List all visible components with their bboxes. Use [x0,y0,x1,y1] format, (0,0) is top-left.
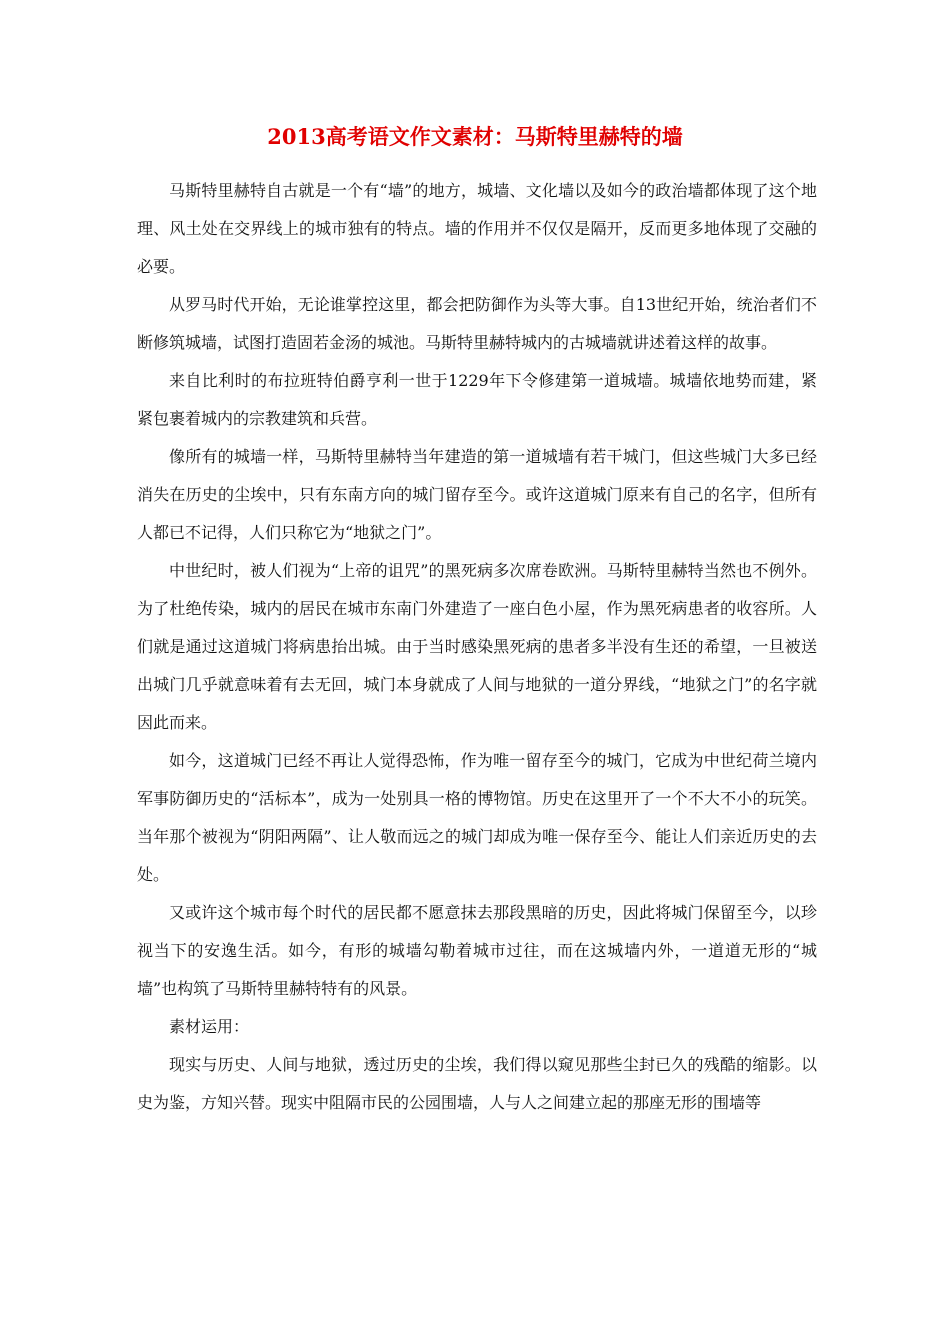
paragraph: 现实与历史、人间与地狱，透过历史的尘埃，我们得以窥见那些尘封已久的残酷的缩影。以史为鉴，方知兴替。现实中阻隔市民的公园围墙，人与人之间建立起的那座无形的围墙等 [137,1055,817,1112]
document-body [137,172,817,1122]
section-label: 素材运用： [169,1017,250,1036]
paragraph: 又或许这个城市每个时代的居民都不愿意抹去那段黑暗的历史，因此将城门保留至今，以珍视当下的安逸生活。如今，有形的城墙勾勒着城市过往，而在这城墙内外，一道道无形的“城墙”也构筑了马斯特里赫特特有的风景。 [137,903,817,998]
paragraph: 如今，这道城门已经不再让人觉得恐怖，作为唯一留存至今的城门，它成为中世纪荷兰境内军事防御历史的“活标本”，成为一处别具一格的博物馆。历史在这里开了一个不大不小的玩笑。当年那个被视为“阴阳两隔”、让人敬而远之的城门却成为唯一保存至今、能让人们亲近历史的去处。 [137,751,817,884]
paragraph: 中世纪时，被人们视为“上帝的诅咒”的黑死病多次席卷欧洲。马斯特里赫特当然也不例外。为了杜绝传染，城内的居民在城市东南门外建造了一座白色小屋，作为黑死病患者的收容所。人们就是通过这道城门将病患抬出城。由于当时感染黑死病的患者多半没有生还的希望，一旦被送出城门几乎就意味着有去无回，城门本身就成了人间与地狱的一道分界线，“地狱之门”的名字就因此而来。 [137,561,817,732]
paragraph: 从罗马时代开始，无论谁掌控这里，都会把防御作为头等大事。自13世纪开始，统治者们不断修筑城墙，试图打造固若金汤的城池。马斯特里赫特城内的古城墙就讲述着这样的故事。 [137,295,817,352]
paragraph: 马斯特里赫特自古就是一个有“墙”的地方，城墙、文化墙以及如今的政治墙都体现了这个地理、风土处在交界线上的城市独有的特点。墙的作用并不仅仅是隔开，反而更多地体现了交融的必要。 [137,181,817,276]
paragraph: 来自比利时的布拉班特伯爵亨利一世于1229年下令修建第一道城墙。城墙依地势而建，紧紧包裹着城内的宗教建筑和兵营。 [137,371,817,428]
document-title: 2013高考语文作文素材：马斯特里赫特的墙 [267,124,683,149]
paragraph: 像所有的城墙一样，马斯特里赫特当年建造的第一道城墙有若干城门，但这些城门大多已经消失在历史的尘埃中，只有东南方向的城门留存至今。或许这道城门原来有自己的名字，但所有人都已不记得，人们只称它为“地狱之门”。 [137,447,817,542]
